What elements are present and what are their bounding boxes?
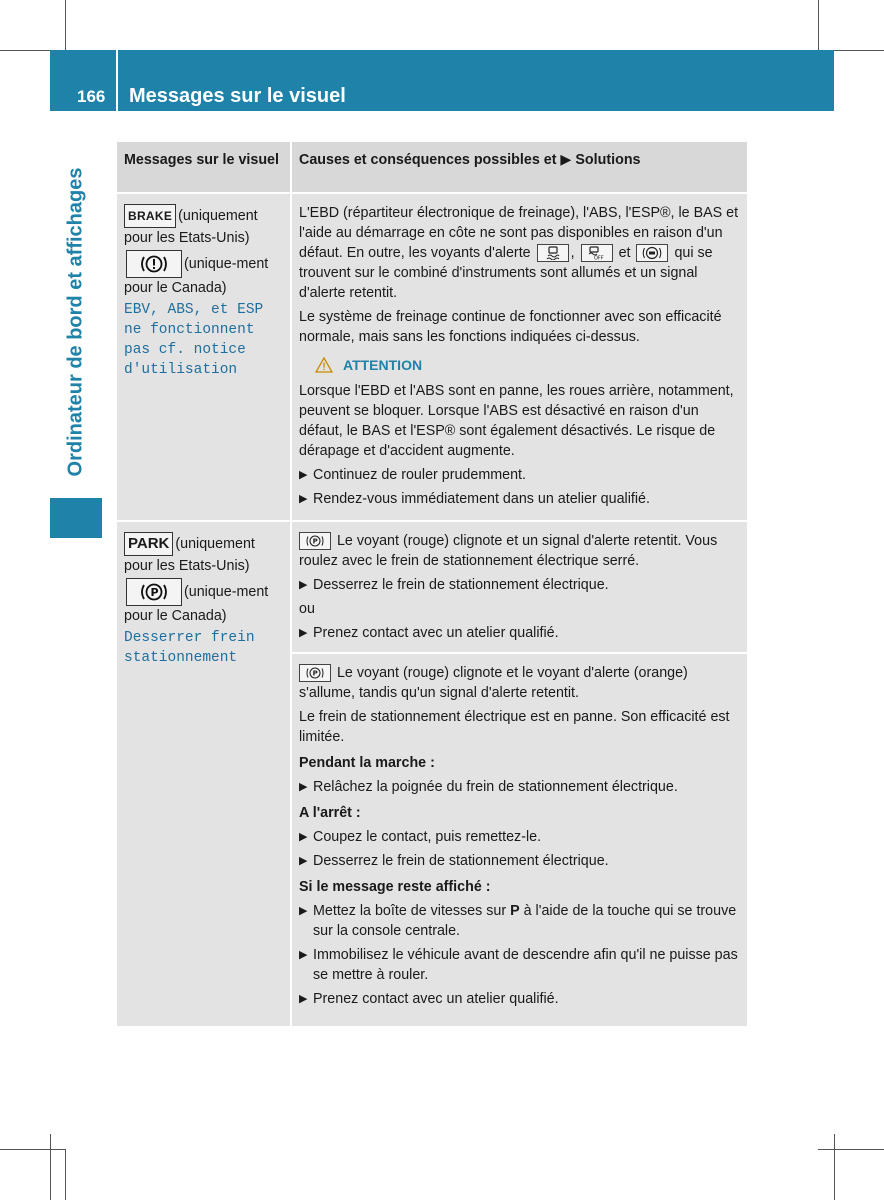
brake-key-label: BRAKE [124, 204, 176, 228]
canada-note: (unique-ment pour le Canada) [124, 583, 269, 624]
solution-text-post: à l'aide de la touche qui se trouve sur la console centrale. [313, 903, 737, 939]
solution-text: Prenez contact avec un atelier qualifié. [313, 991, 559, 1007]
display-message: EBV, ABS, et ESP ne fonctionnent pas cf. notice d'utilisation [124, 302, 264, 378]
warning-label: ATTENTION [343, 357, 423, 373]
crop-mark [834, 50, 884, 51]
svg-text:P: P [150, 586, 159, 599]
header-separator [116, 50, 118, 111]
crop-mark [65, 1149, 66, 1200]
cause-paragraph [299, 203, 741, 303]
row-brake-message-cell [117, 194, 290, 520]
park-icon [299, 664, 331, 682]
solution-text: Rendez-vous immédiatement dans un atelier qualifié. [313, 491, 650, 507]
and-text: et [618, 245, 631, 261]
row-brake-causes-cell [292, 194, 747, 520]
crop-mark [818, 0, 819, 50]
solution-item [299, 989, 741, 1009]
solution-item [299, 489, 741, 509]
bullet-triangle-icon: ▶ [299, 781, 308, 793]
row-park-causes-cell-b [292, 654, 747, 1026]
crop-mark [834, 1134, 835, 1200]
bullet-triangle-icon: ▶ [299, 493, 308, 505]
abs-icon [636, 244, 668, 262]
cause-paragraph-2: Le système de freinage continue de fonctionner avec son efficacité normale, mais sans les fonctions indiquées ci-dessus. [299, 309, 722, 345]
solution-text-pre: Mettez la boîte de vitesses sur [313, 903, 507, 919]
park-icon [299, 532, 331, 550]
usa-note: (uniquement pour les Etats-Unis) [124, 207, 258, 246]
brake-warning-icon [126, 250, 182, 278]
header-label: Causes et conséquences possibles et ▶ Solutions [299, 152, 641, 168]
svg-text:OFF: OFF [593, 255, 604, 261]
svg-text:P: P [312, 537, 318, 546]
warning-text: Lorsque l'EBD et l'ABS sont en panne, les roues arrière, notamment, peuvent se bloquer. Lorsque l'ABS est désactivé en raison d'un défaut, le BAS et l'ESP® sont également désactivés. Le risque de dérapage et d'accident augmente. [299, 383, 734, 459]
cause-text: Le voyant (rouge) clignote et un signal d'alerte retentit. Vous roulez avec le frein de stationnement électrique serré. [299, 533, 718, 569]
section-title: Messages sur le visuel [129, 85, 346, 107]
subheading-persists: Si le message reste affiché : [299, 879, 491, 895]
crop-mark [65, 0, 66, 50]
crop-mark [0, 50, 50, 51]
messages-table [117, 142, 747, 1026]
solution-text: Coupez le contact, puis remettez-le. [313, 829, 542, 845]
usa-note: (uniquement pour les Etats-Unis) [124, 535, 255, 574]
bullet-triangle-icon: ▶ [299, 831, 308, 843]
warning-heading [315, 355, 741, 375]
subheading-stopped: A l'arrêt : [299, 805, 361, 821]
row-park-message-cell [117, 522, 290, 1026]
solution-text [313, 901, 741, 941]
canada-note: (unique-ment pour le Canada) [124, 255, 269, 296]
solution-item [299, 575, 741, 595]
gear-key: P [510, 903, 520, 919]
crop-mark [50, 1134, 51, 1200]
solution-item [299, 851, 741, 871]
side-chapter-title: Ordinateur de bord et affichages [64, 167, 87, 477]
solution-item [299, 465, 741, 485]
warning-triangle-icon [315, 357, 333, 373]
solution-item [299, 945, 741, 985]
cause-text: L'EBD (répartiteur électronique de freinage), l'ABS, l'ESP®, le BAS et l'aide au démarrage en côte ne sont pas disponibles en raison d'un défaut. En outre, les voyants d'alerte [299, 205, 739, 261]
esp-icon [537, 244, 569, 262]
solution-text: Immobilisez le véhicule avant de descendre afin qu'il ne puisse pas se mettre à rouler. [313, 947, 738, 983]
bullet-triangle-icon: ▶ [299, 993, 308, 1005]
cause-paragraph [299, 663, 741, 703]
side-tab-marker [50, 498, 102, 538]
bullet-triangle-icon: ▶ [299, 579, 308, 591]
bullet-triangle-icon: ▶ [299, 905, 308, 917]
solution-text: Continuez de rouler prudemment. [313, 467, 526, 483]
solution-item [299, 777, 741, 797]
crop-mark [818, 1149, 884, 1150]
bullet-triangle-icon: ▶ [299, 627, 308, 639]
solution-text: Desserrez le frein de stationnement électrique. [313, 853, 609, 869]
crop-mark [0, 1149, 66, 1150]
cause-paragraph-2: Le frein de stationnement électrique est en panne. Son efficacité est limitée. [299, 709, 730, 745]
header-cell-messages [117, 142, 290, 192]
header-label: Messages sur le visuel [124, 152, 279, 168]
cause-text-end: qui se trouvent sur le combiné d'instruments sont allumés et un signal d'alerte retentit. [299, 245, 713, 301]
esp-off-icon [581, 244, 613, 262]
subheading-driving: Pendant la marche : [299, 755, 435, 771]
row-park-causes-cell-a [292, 522, 747, 652]
page-header [50, 50, 834, 111]
park-icon [126, 578, 182, 606]
park-key-label: PARK [124, 532, 173, 556]
cause-paragraph [299, 531, 741, 571]
solution-text: Relâchez la poignée du frein de stationnement électrique. [313, 779, 678, 795]
svg-text:P: P [312, 669, 318, 678]
or-text: ou [299, 601, 315, 617]
bullet-triangle-icon: ▶ [299, 949, 308, 961]
solution-item [299, 827, 741, 847]
header-cell-causes [292, 142, 747, 192]
display-message: Desserrer frein stationnement [124, 630, 255, 666]
solution-text: Desserrez le frein de stationnement électrique. [313, 577, 609, 593]
bullet-triangle-icon: ▶ [299, 855, 308, 867]
page-number: 166 [77, 87, 106, 106]
comma: , [570, 245, 575, 261]
bullet-triangle-icon: ▶ [299, 469, 308, 481]
solution-text: Prenez contact avec un atelier qualifié. [313, 625, 559, 641]
solution-item [299, 623, 741, 643]
solution-item [299, 901, 741, 941]
cause-text: Le voyant (rouge) clignote et le voyant d'alerte (orange) s'allume, tandis qu'un signal d'alerte retentit. [299, 665, 688, 701]
